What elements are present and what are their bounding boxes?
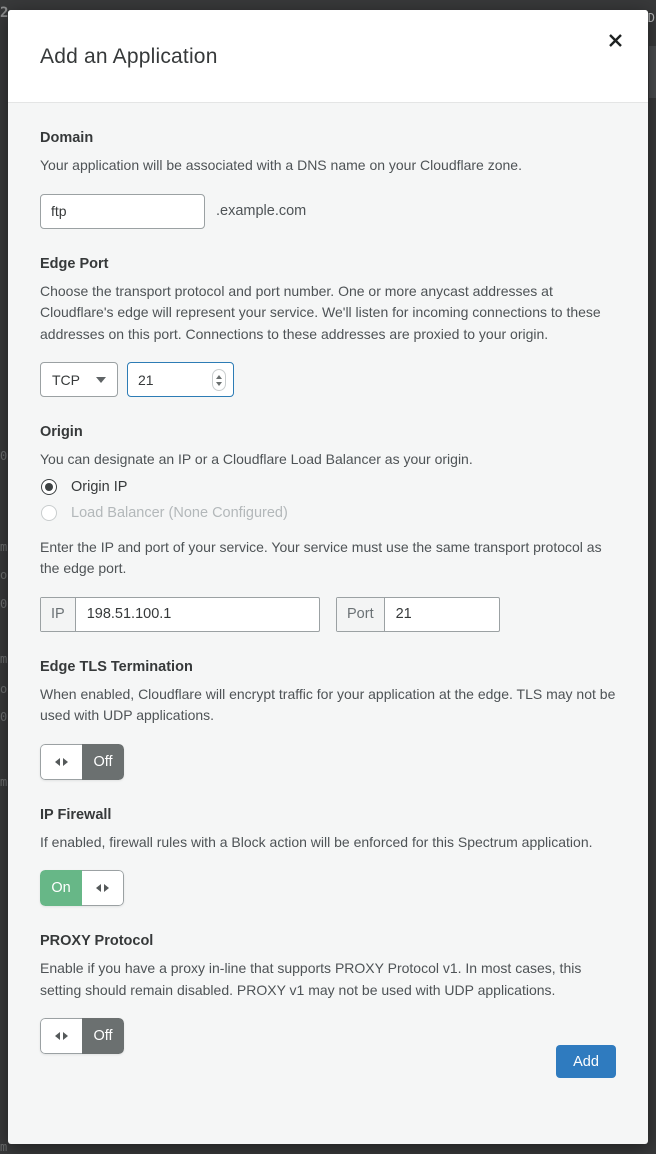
background-fragment: 2 xyxy=(0,5,9,21)
domain-suffix: .example.com xyxy=(216,203,307,219)
origin-ip-input[interactable] xyxy=(76,598,314,631)
proxy-protocol-toggle[interactable] xyxy=(40,1018,124,1054)
radio-load-balancer xyxy=(41,505,616,521)
background-fragment xyxy=(649,46,656,98)
ip-firewall-toggle-state: On xyxy=(40,870,82,906)
radio-selected-icon xyxy=(41,479,57,495)
edge-port-input[interactable] xyxy=(138,372,198,388)
toggle-handle-icon xyxy=(40,1018,82,1054)
proxy-protocol-label: PROXY Protocol xyxy=(40,933,154,949)
edge-tls-toggle[interactable] xyxy=(40,744,124,780)
origin-radio-group xyxy=(40,479,616,521)
section-edge-port xyxy=(40,256,616,398)
background-fragment: m xyxy=(0,652,8,666)
protocol-select[interactable] xyxy=(40,362,118,397)
origin-port-group xyxy=(336,597,500,632)
section-domain xyxy=(40,130,616,229)
background-fragment: m xyxy=(0,775,8,789)
origin-port-prefix: Port xyxy=(337,598,385,631)
proxy-protocol-toggle-state: Off xyxy=(82,1018,124,1054)
ip-firewall-label: IP Firewall xyxy=(40,806,112,823)
radio-origin-ip-label: Origin IP xyxy=(71,478,128,495)
toggle-handle-icon xyxy=(40,744,82,780)
origin-port-input[interactable] xyxy=(385,598,495,631)
close-button[interactable] xyxy=(605,32,625,52)
domain-input[interactable] xyxy=(40,194,205,229)
edge-port-input-wrap xyxy=(127,362,234,397)
origin-label: Origin xyxy=(40,424,83,440)
origin-description: You can designate an IP or a Cloudflare Load Balancer as your origin. xyxy=(40,451,473,467)
number-stepper[interactable] xyxy=(212,369,226,391)
toggle-handle-icon xyxy=(82,870,124,906)
modal-header xyxy=(8,10,648,103)
ip-firewall-description: If enabled, firewall rules with a Block action will be enforced for this Spectrum application. xyxy=(40,833,593,850)
section-origin xyxy=(40,424,616,632)
modal-body xyxy=(8,103,648,1054)
edge-tls-description: When enabled, Cloudflare will encrypt traffic for your application at the edge. TLS may not be used with UDP applications. xyxy=(40,685,616,723)
ip-firewall-toggle[interactable] xyxy=(40,870,124,906)
stepper-up-icon xyxy=(216,375,222,379)
close-icon xyxy=(608,33,623,51)
protocol-select-value: TCP xyxy=(52,371,80,388)
origin-ip-description: Enter the IP and port of your service. Your service must use the same transport protocol as the edge port. xyxy=(40,538,602,576)
proxy-protocol-description: Enable if you have a proxy in-line that supports PROXY Protocol v1. In most cases, this setting should remain disabled. PROXY v1 may not be used with UDP applications. xyxy=(40,960,582,998)
background-fragment: m xyxy=(0,1140,8,1154)
background-fragment: 0 xyxy=(0,597,8,611)
background-fragment: 0 xyxy=(0,710,8,724)
edge-tls-label: Edge TLS Termination xyxy=(40,658,193,675)
section-edge-tls xyxy=(40,659,616,780)
background-fragment: D xyxy=(647,11,655,25)
radio-load-balancer-label: Load Balancer (None Configured) xyxy=(71,504,288,521)
section-ip-firewall xyxy=(40,807,616,907)
chevron-down-icon xyxy=(96,377,106,383)
background-fragment: o xyxy=(0,682,8,696)
origin-ip-group xyxy=(40,597,320,632)
section-proxy-protocol xyxy=(40,933,616,1054)
domain-label: Domain xyxy=(40,130,94,146)
domain-description: Your application will be associated with a DNS name on your Cloudflare zone. xyxy=(40,157,522,173)
edge-port-description: Choose the transport protocol and port number. One or more anycast addresses at Cloudflare's edge will represent your service. We'll listen for incoming connections to these addresses on this port. Connections to these addresses are proxied to your origin. xyxy=(40,282,601,342)
origin-ip-prefix: IP xyxy=(41,598,76,631)
background-fragment: o xyxy=(0,568,8,582)
add-application-modal xyxy=(8,10,648,1144)
background-fragment: 0 xyxy=(0,449,8,463)
background-fragment: m xyxy=(0,540,8,554)
stepper-down-icon xyxy=(216,382,222,386)
radio-unselected-icon xyxy=(41,505,57,521)
edge-port-label: Edge Port xyxy=(40,255,109,272)
add-button[interactable]: Add xyxy=(556,1045,616,1078)
edge-tls-toggle-state: Off xyxy=(82,744,124,780)
radio-origin-ip[interactable] xyxy=(41,479,616,495)
page-title: Add an Application xyxy=(40,45,218,68)
